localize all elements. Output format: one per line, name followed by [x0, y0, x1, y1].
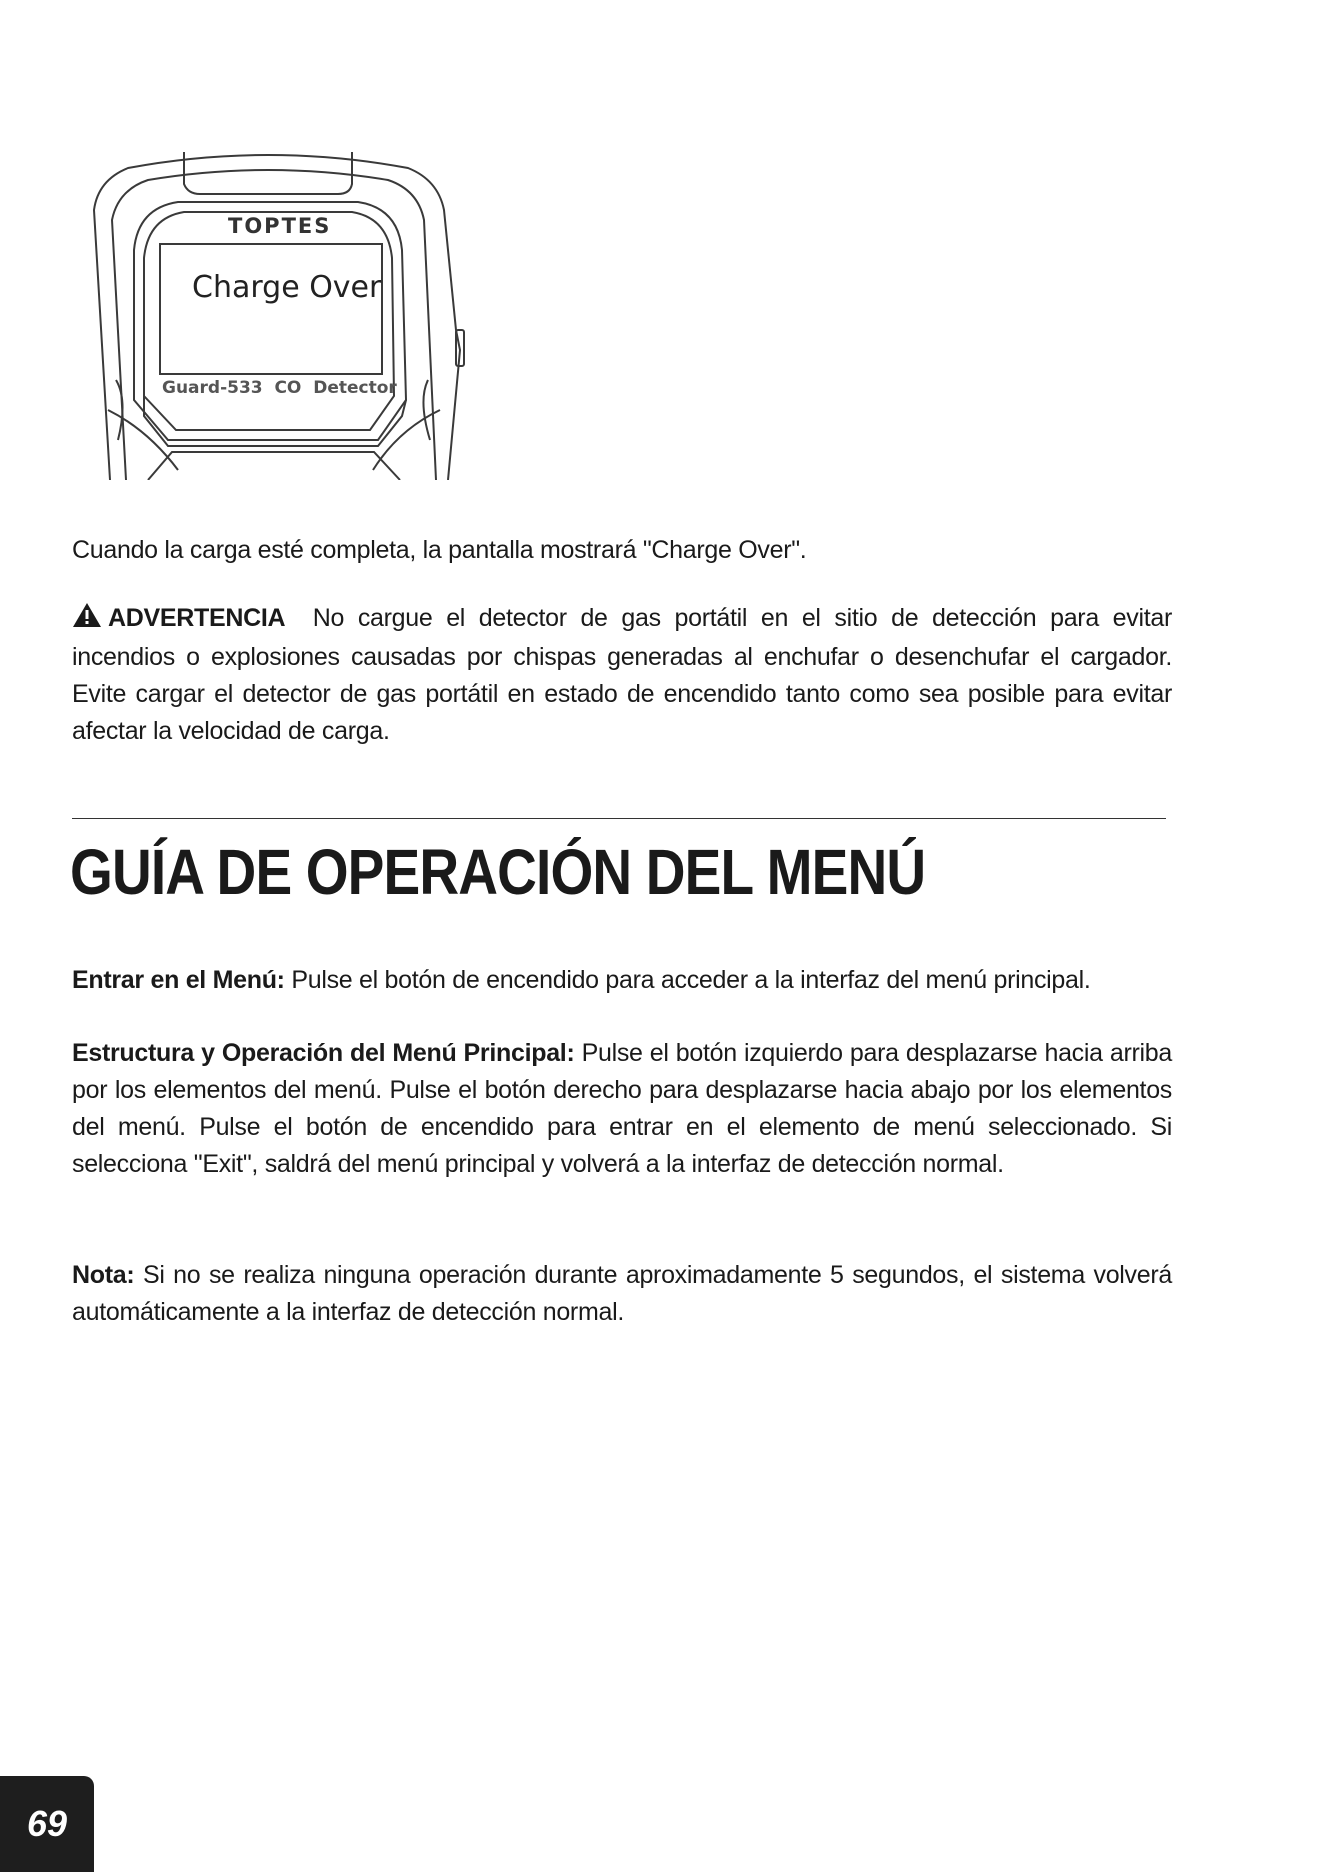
device-model-label: Guard-533 CO Detector [162, 378, 397, 398]
warning-paragraph [72, 600, 1172, 750]
section-title: GUÍA DE OPERACIÓN DEL MENÚ [70, 836, 926, 908]
device-screen-text: Charge Over [192, 270, 382, 305]
structure-label: Estructura y Operación del Menú Principal: [72, 1039, 575, 1067]
enter-menu-text: Pulse el botón de encendido para acceder a la interfaz del menú principal. [291, 966, 1091, 994]
note-text: Si no se realiza ninguna operación durante aproximadamente 5 segundos, el sistema volverá automáticamente a la interfaz de detección normal. [72, 1261, 1172, 1326]
device-brand: TOPTES [228, 214, 332, 238]
device-illustration [88, 150, 488, 480]
structure-paragraph [72, 1035, 1172, 1183]
note-paragraph [72, 1257, 1172, 1331]
warning-triangle-icon [72, 602, 102, 639]
enter-menu-paragraph [72, 962, 1172, 999]
enter-menu-label: Entrar en el Menú: [72, 966, 285, 994]
warning-label: ADVERTENCIA [108, 604, 286, 632]
warning-text: No cargue el detector de gas portátil en el sitio de detección para evitar incendios o explosiones causadas por chispas generadas al enchufar o desenchufar el cargador. Evite cargar el detector de gas portátil en estado de encendido tanto como sea posible para evitar afectar la velocidad de carga. [72, 604, 1172, 745]
structure-text: Pulse el botón izquierdo para desplazarse hacia arriba por los elementos del menú. Pulse el botón derecho para desplazarse hacia abajo por los elementos del menú. Pulse el botón de encendido para entrar en el elemento de menú seleccionado. Si selecciona "Exit", saldrá del menú principal y volverá a la interfaz de detección normal. [72, 1039, 1172, 1178]
note-label: Nota: [72, 1261, 135, 1289]
section-divider [72, 818, 1166, 819]
page-number: 69 [0, 1776, 94, 1872]
charge-caption: Cuando la carga esté completa, la pantalla mostrará "Charge Over". [72, 536, 807, 564]
